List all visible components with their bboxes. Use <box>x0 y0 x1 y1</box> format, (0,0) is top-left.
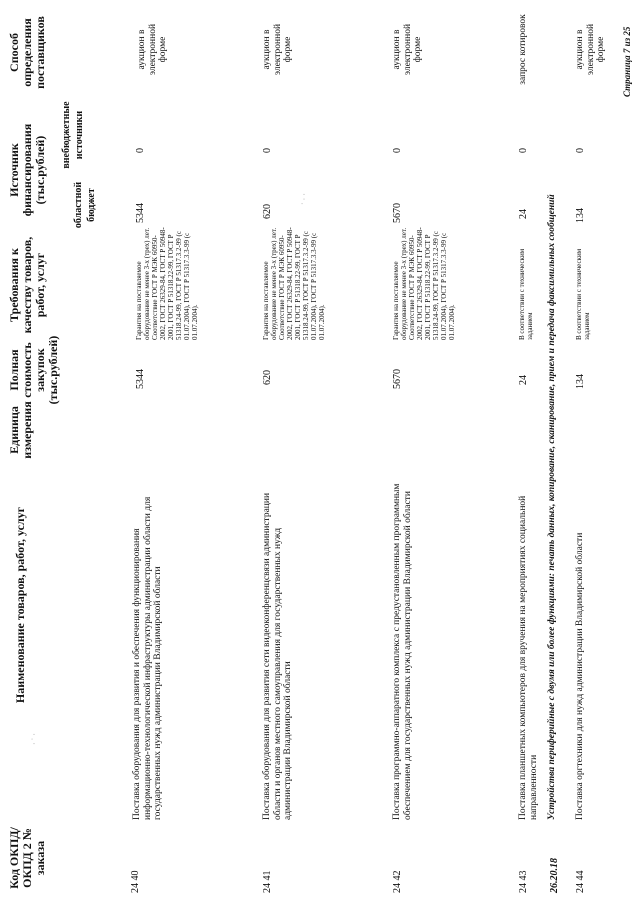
header-fin-extra: внебюджетные источники <box>61 101 85 169</box>
row-regional: 5344 <box>135 203 146 223</box>
row-method: аукцион в электронной форме <box>392 23 423 76</box>
row-code: 24 44 <box>575 870 586 893</box>
row-cost: 620 <box>262 370 273 385</box>
page-number: Страница 7 из 25 <box>622 26 632 97</box>
row-cost: 134 <box>575 374 586 389</box>
row-name: Поставка планшетных компьютеров для вручения на мероприятиях социальной направленности <box>518 495 539 820</box>
row-regional: 134 <box>575 208 586 223</box>
row-method: аукцион в электронной форме <box>575 23 606 76</box>
row-req: Гарантия на поставляемое оборудование не менее 3-х (трех) лет. Соответствие ГОСТ Р МЭК 60950-2002, ГОСТ 26329-84, ГОСТ Р 50948-2001, ГОСТ Р 51318.22-99, ГОСТ Р 51318.24-99, ГОСТ Р 51317.3.2-99 (с 01.07.2004), ГОСТ Р 51317.3.3-99 (с 01.07.2004). <box>262 227 326 340</box>
header-name: Наименование товаров, работ, услуг <box>13 506 27 704</box>
scan-specks: · ˙ · <box>30 733 39 745</box>
row-regional: 5670 <box>392 203 403 223</box>
row-code: 24 40 <box>130 870 141 893</box>
header-fin-title: Источник финансирования (тыс.рублей) <box>7 123 47 217</box>
row-regional: 24 <box>518 209 529 219</box>
row-extra: 0 <box>575 148 586 153</box>
row-cost: 5344 <box>135 369 146 389</box>
header-cost: Полная стоимость закупок (тыс.рублей) <box>7 335 60 405</box>
row-name: Поставка программно-аппаратного комплекса с предустановленным программным обеспечением для государственных нужд администрации Владимирской области <box>392 483 413 820</box>
section-title: Устройства периферийные с двумя или более функциями: печать данных, копирование, сканирование, прием и передача факсимильных сообщений <box>547 194 557 820</box>
row-name: Поставка оборудования для развития сети видеоконференцсвязи администрации области и органов местного самоуправления для государственных нужд администрации Владимирской области <box>262 492 293 820</box>
row-method: запрос котировок <box>518 14 528 85</box>
scan-specks: ˙ · · <box>300 193 309 205</box>
row-extra: 0 <box>518 148 529 153</box>
row-extra: 0 <box>262 148 273 153</box>
row-method: аукцион в электронной форме <box>262 23 293 76</box>
row-extra: 0 <box>135 148 146 153</box>
section-code: 26.20.18 <box>549 858 560 893</box>
header-code: Код ОКПД/ ОКПД 2 № заказа <box>7 827 47 889</box>
header-method: Способ определения поставщиков <box>7 16 47 89</box>
row-name: Поставка оборудования для развития и обеспечения функционирования информационно-технологической инфраструктуры администрации области для государственных нужд администрации Владимирской области <box>132 496 163 820</box>
header-fin-regional: областной бюджет <box>73 181 97 229</box>
row-code: 24 42 <box>392 870 403 893</box>
row-extra: 0 <box>392 148 403 153</box>
row-cost: 24 <box>518 375 529 385</box>
row-regional: 620 <box>262 204 273 219</box>
row-cost: 5670 <box>392 369 403 389</box>
row-code: 24 41 <box>262 870 273 893</box>
row-req: Гарантия на поставляемое оборудование не менее 3-х (трех) лет. Соответствие ГОСТ Р МЭК 60950-2002, ГОСТ 26329-84, ГОСТ Р 50948-2001, ГОСТ Р 51318.22-99, ГОСТ Р 51318.24-99, ГОСТ Р 51317.3.2-99 (с 01.07.2004), ГОСТ Р 51317.3.3-99 (с 01.07.2004). <box>392 227 456 340</box>
row-name: Поставка оргтехники для нужд администрации Владимирской области <box>575 532 585 820</box>
row-code: 24 43 <box>518 870 529 893</box>
header-req: Требования к качеству товаров, работ, услуг <box>7 236 47 334</box>
row-req: В соответствии с техническим заданием <box>575 248 591 340</box>
row-req: Гарантия на поставляемое оборудование не менее 3-х (трех) лет. Соответствие ГОСТ Р МЭК 60950-2002, ГОСТ 26329-84, ГОСТ Р 50948-2001, ГОСТ Р 51318.22-99, ГОСТ Р 51318.24-99, ГОСТ Р 51317.3.2-99 (с 01.07.2004), ГОСТ Р 51317.3.3-99 (с 01.07.2004). <box>135 227 199 340</box>
row-req: В соответствии с техническим заданием <box>518 248 534 340</box>
header-unit: Единица измерения <box>7 401 34 459</box>
row-method: аукцион в электронной форме <box>137 23 168 76</box>
